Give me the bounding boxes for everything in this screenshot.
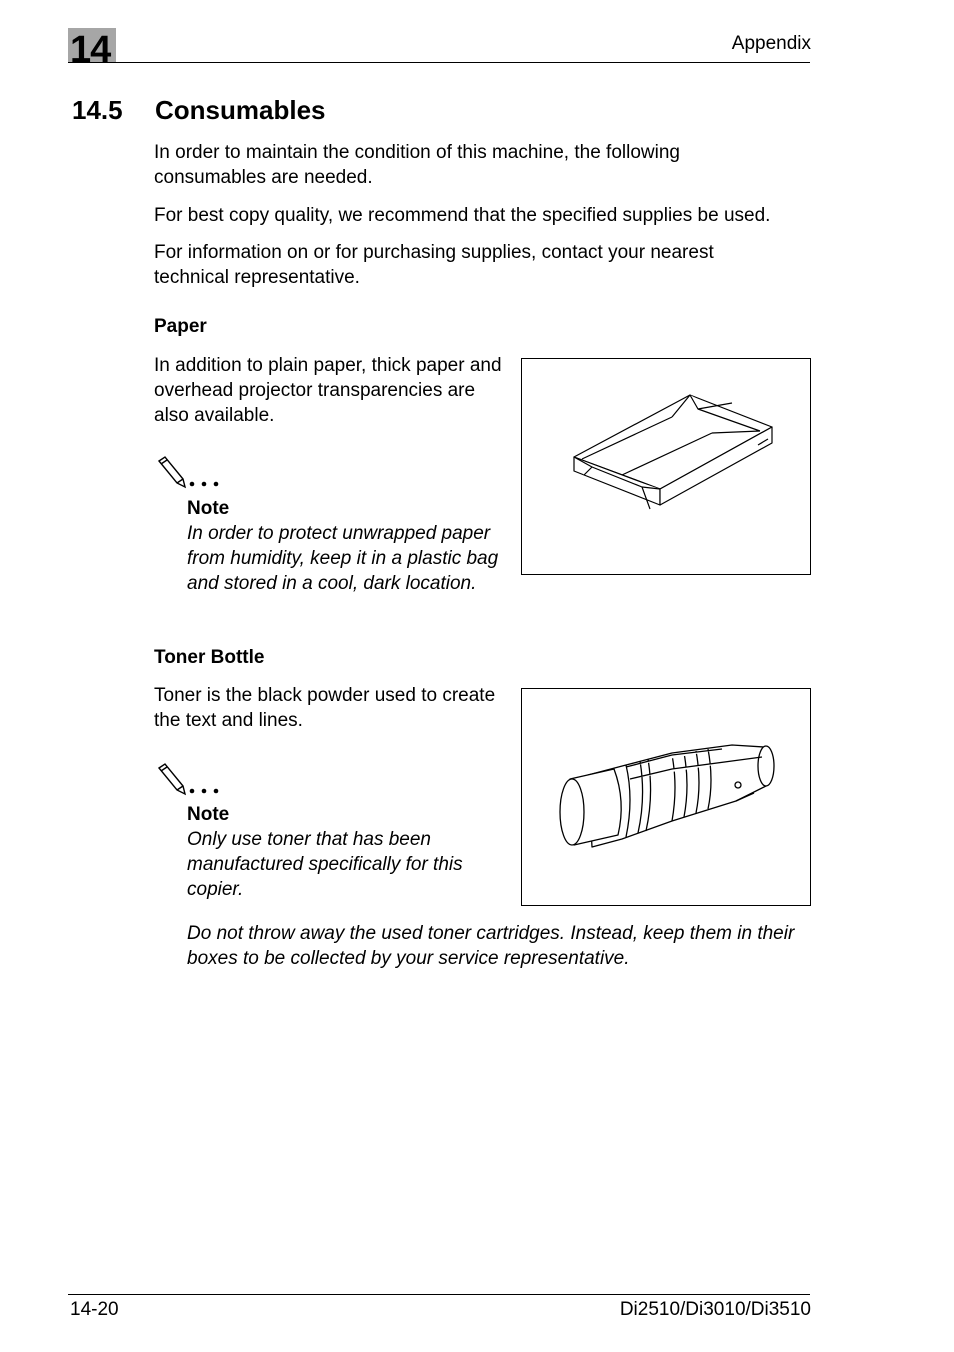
header-section-name: Appendix bbox=[731, 33, 811, 54]
paper-illustration bbox=[521, 358, 811, 575]
toner-note-text: Only use toner that has been manufactured specifically for this copier. bbox=[187, 829, 463, 900]
toner-note bbox=[187, 802, 517, 902]
chapter-number: 14 bbox=[70, 29, 111, 71]
paper-ream-icon bbox=[522, 359, 810, 574]
note-pencil-icon bbox=[155, 762, 221, 798]
paper-body: In addition to plain paper, thick paper and overhead projector transparencies are also available. bbox=[154, 355, 502, 426]
intro-paragraph-3: For information on or for purchasing supplies, contact your nearest technical representative. bbox=[154, 242, 714, 288]
note-pencil-icon bbox=[155, 455, 221, 491]
toner-heading: Toner Bottle bbox=[154, 647, 265, 668]
paper-note bbox=[187, 496, 517, 596]
intro-paragraph-1: In order to maintain the condition of this machine, the following consumables are needed. bbox=[154, 142, 680, 188]
section-title-text: Consumables bbox=[155, 95, 326, 125]
toner-body: Toner is the black powder used to create the text and lines. bbox=[154, 685, 496, 731]
section-number: 14.5 bbox=[72, 95, 123, 125]
toner-illustration bbox=[521, 688, 811, 906]
toner-note-text-2: Do not throw away the used toner cartridges. Instead, keep them in their boxes to be collected by your service representative. bbox=[187, 923, 795, 969]
intro-paragraph-2: For best copy quality, we recommend that the specified supplies be used. bbox=[154, 205, 771, 226]
paper-note-label: Note bbox=[187, 498, 230, 519]
header-rule bbox=[68, 62, 810, 63]
model-name: Di2510/Di3010/Di3510 bbox=[619, 1299, 811, 1320]
paper-heading: Paper bbox=[154, 316, 207, 337]
section-title bbox=[72, 95, 326, 126]
footer-rule bbox=[68, 1294, 810, 1295]
toner-note-label: Note bbox=[187, 804, 230, 825]
paper-note-text: In order to protect unwrapped paper from humidity, keep it in a plastic bag and stored in a cool, dark location. bbox=[187, 523, 499, 594]
toner-bottle-icon bbox=[522, 689, 810, 905]
page-number: 14-20 bbox=[70, 1299, 119, 1320]
